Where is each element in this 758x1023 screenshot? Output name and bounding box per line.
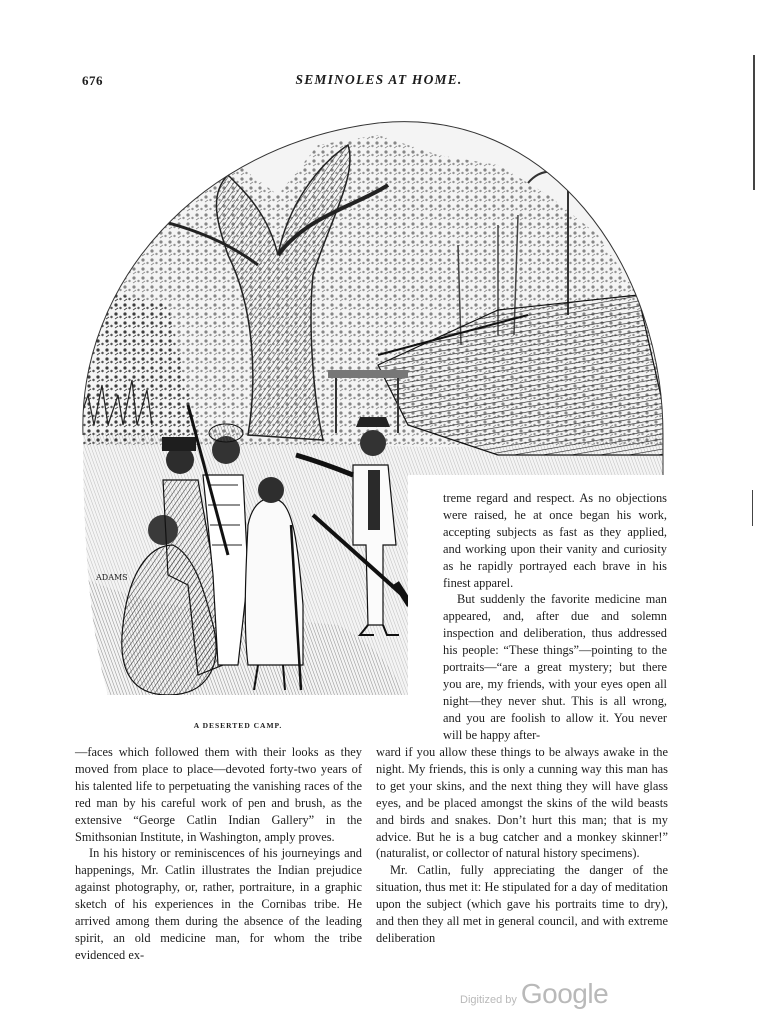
text-column-right-top <box>443 490 667 744</box>
digitized-by-label: Digitized by <box>460 994 517 1006</box>
paragraph: But suddenly the favorite medicine man appeared, and, after due and solemn inspection and deliberation, thus addressed his people: “These things”—pointing to the portraits—“are a great mystery; but there you are, my friends, with your eyes open all night—they never shut. This is all wrong, and you are foolish to allow it. You never will be happy after- <box>443 592 667 742</box>
page-edge-line-top <box>753 55 755 190</box>
illustration-caption: A DESERTED CAMP. <box>193 721 283 730</box>
running-title: SEMINOLES AT HOME. <box>295 72 463 87</box>
text-column-right-bottom <box>376 744 668 947</box>
artist-signature: ADAMS <box>96 573 128 582</box>
paragraph: treme regard and respect. As no objections were raised, he at once began his work, accepting subjects as fast as they applied, and working upon their vanity and curiosity as he rapidly portrayed each brave in his finest apparel. <box>443 491 667 590</box>
paragraph: —faces which followed them with their looks as they moved from place to place—devoted forty-two years of his talented life to perpetuating the vanishing races of the red man by his careful work of pen and brush, as the extensive “George Catlin Indian Gallery” in the Smithsonian Institute, in Washington, amply proves. <box>75 745 362 844</box>
text-column-left <box>75 744 362 964</box>
google-logo: Google <box>520 978 609 1009</box>
paragraph: In his history or reminiscences of his journeyings and happenings, Mr. Catlin illustrates the Indian prejudice against photography, or, rather, portraiture, in a graphic sketch of his experiences in the Cornibas tribe. He arrived among them during the absence of the leading spirit, an old medicine man, for whom the tribe evidenced ex- <box>75 846 362 962</box>
page-edge-line-mid <box>752 490 753 526</box>
digitized-by-google-watermark <box>460 978 608 1010</box>
paragraph: Mr. Catlin, fully appreciating the danger of the situation, thus met it: He stipulated for a day of meditation upon the subject (which gave his portraits time to dry), and then they all met in general council, and with extreme deliberation <box>376 863 668 945</box>
paragraph: ward if you allow these things to be always awake in the night. My friends, this is only a cunning way this man has to get your skins, and the next thing they will have glass eyes, and be placed amongst the skins of the wild beasts and birds and snakes. Don’t hurt this man; that is my advice. But he is a bug catcher and a monkey skinner!” (naturalist, or collector of natural history specimens). <box>376 745 668 861</box>
page-number: 676 <box>82 73 103 88</box>
